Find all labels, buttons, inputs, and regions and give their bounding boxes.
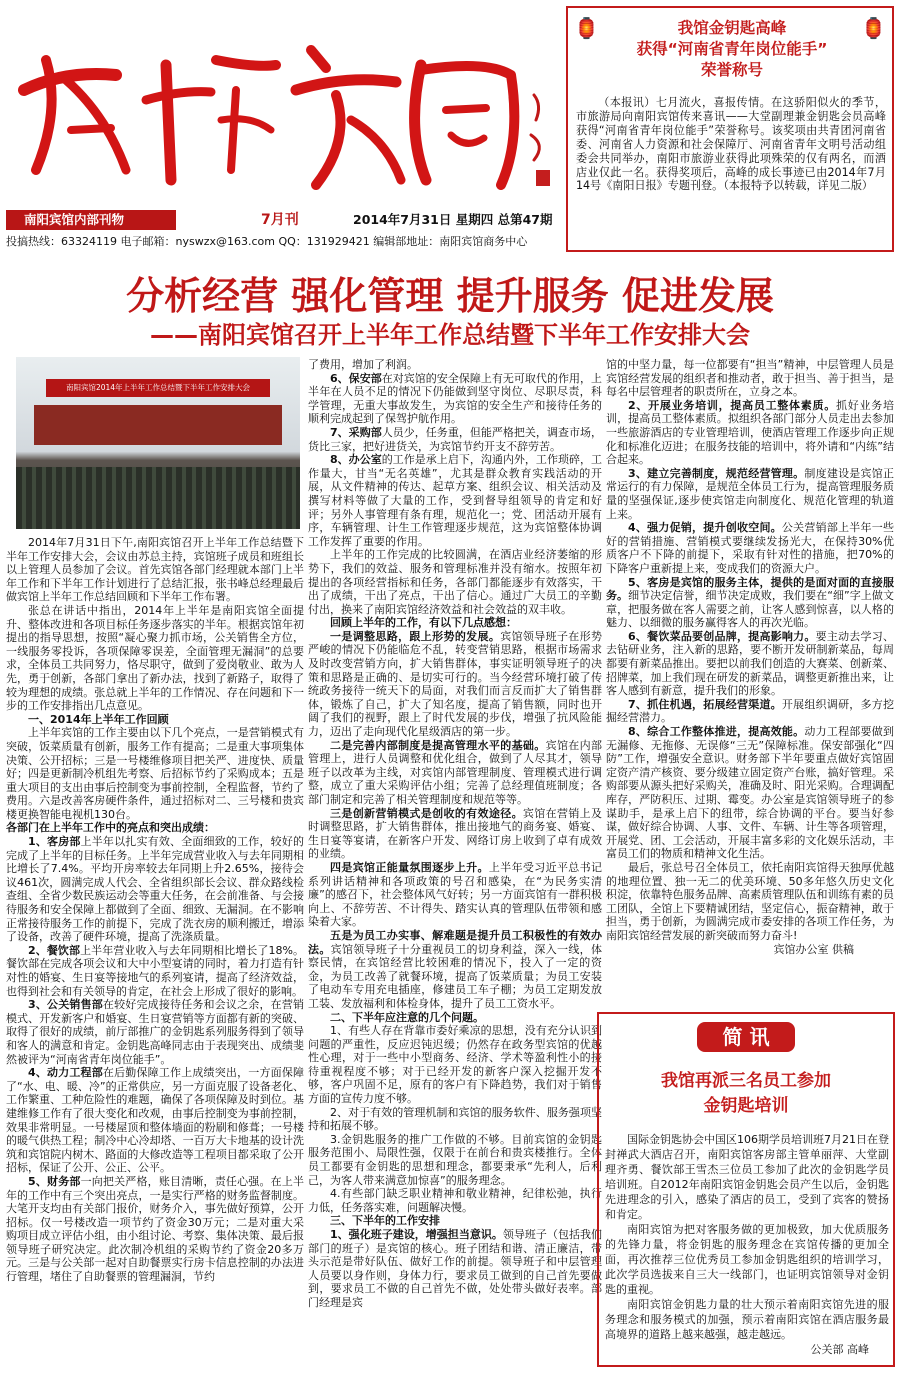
item-paragraph: 3、建立完善制度，规范经营管理。制度建设是宾馆正常运行的有力保障，是规范全体员工行为，提高管理服务质量的坚强保证,逐步使宾馆走向制度化、规范化管理的轨道上来。	[606, 466, 895, 521]
top-news-body: （本报讯）七月流火，喜报传情。在这骄阳似火的季节，市旅游局向南阳宾馆传来喜讯——大堂副理兼金钥匙会员高峰获得“河南省青年岗位能手”荣誉称号。该奖项由共青团河南省委、河南省人力资源和社会保障厅、河南省青年文明号活动组委会共同举办，南阳市旅游业获得此项殊荣的仅有两名，而酒店业仅此一名。获得奖项后，高峰的成长事迹已由2014年7月14号《南阳日报》专题刊登。（本报特予以转载，详见二版）	[576, 96, 886, 193]
para: 2014年7月31日下午,南阳宾馆召开上半年工作总结暨下半年工作安排大会，会议由苏总主持，宾馆班子成员和班组长以上管理人员参加了会议。首先宾馆各部门经理就本部门上半年工作和下半年工作计划进行了总结汇报，张书峰总经理最后做宾馆上半年工作总结回顾和下半年工作布署。	[6, 536, 304, 604]
main-subheadline: ——南阳宾馆召开上半年工作总结暨下半年工作安排大会	[150, 321, 750, 349]
tagline: 南阳宾馆内部刊物	[6, 210, 176, 230]
photo-banner: 南阳宾馆2014年上半年工作总结暨下半年工作安排大会	[46, 379, 270, 397]
brief-body: 国际金钥匙协会中国区106期学员培训班7月21日在登封禅武大酒店召开，南阳宾馆客房部主管单丽萍、大堂副理齐勇、餐饮部王雪杰三位员工参加了此次的金钥匙学员培训班。自2012年南阳宾馆金钥匙会员产生以后，金钥匙先进理念的引入，感染了酒店的员工，受到了宾客的赞扬和肯定。 南阳宾馆为把对客服务做的更加极致，加大优质服务的先锋力量，将金钥匙的服务理念在宾馆传播的更加全面，再次推荐三位优秀员工参加金钥匙组织的培训学习，此次学员选拔来自三大一线部门，也证明宾馆领导对金钥匙的重视。 南阳宾馆金钥匙力量的壮大预示着南阳宾馆先进的服务理念和服务模式的加强，预示着南阳宾馆在酒店服务最高境界的道路上越来越强，越走越远。 公关部 高峰	[605, 1133, 889, 1356]
item-paragraph: 7、采购部人员少，任务重，但能严格把关，调查市场，货比三家，把好进货关，为宾馆节约开支不辞劳苦。	[308, 425, 603, 453]
para: 3.金钥匙服务的推广工作做的不够。目前宾馆的金钥匙服务范围小、局限性强，仅限于在前台和贵宾楼推行。全体员工都要有金钥匙的思想和理念，都要秉承“先利人，后利己，为客人带来满意加惊喜”的服务理念。	[308, 1132, 602, 1187]
section-heading: 各部门在上半年工作中的亮点和突出成绩：	[6, 821, 215, 835]
para: 4.有些部门缺乏职业精神和敬业精神，纪律松弛，执行力低，任务落实难，问题解决慢。	[308, 1187, 602, 1214]
item-paragraph: 1、客房部上半年以扎实有效、全面细致的工作，较好的完成了上半年的目标任务。上半年完成营业收入与去年同期相比增长了7.4%。平均开房率较去年同期上升2.65%，接待会议461次，圆满完成人代会、全省组织部长会议、群众路线检查组、全省少数民族运动会等重大任务，在会前准备、与会接待服务和安全保障上都做到了全面、细致、无漏洞。在不影响正常接待服务工作的前提下，完成了洗衣房的顺利搬迁，增添了设备，改善了硬件环境，提高了洗涤质量。	[6, 835, 304, 944]
item-paragraph: 一是调整思路，跟上形势的发展。宾馆领导班子在形势严峻的情况下仍能临危不乱，转变营销思路，根据市场需求及时改变营销方向，扩大销售群体，事实证明领导班子的决策和思路是正确的、是切实可行的。当今经营环境打破了传统政务接待一统天下的局面，对我们而言反而扩大了销售群体，锻炼了自己，扩大了知名度，提高了销售额，同时也开阔了我们的视野，跟上了时代发展的步伐，增强了抗风险能力，迈出了走向现代化星级酒店的第一步。	[308, 629, 603, 739]
brief-box	[597, 1012, 895, 1367]
item-paragraph: 5、客房是宾馆的服务主体，提供的是面对面的直接服务。细节决定信誉，细节决定成败，我们要在“细”字上做文章，把服务做在客人需要之前，让客人感到惊喜，以人格的魅力、以细微的服务赢得客人的再次光临。	[606, 575, 894, 630]
item-paragraph: 6、餐饮菜品要创品牌，提高影响力。要主动去学习、去钻研业务，注入新的思路，要不断开发研制新菜品，每周都要有新菜品推出。要把以前我们创造的大赛菜、创新菜、招牌菜，加上我们现在研发的新菜品，调整更新推出来，让客人感到有新意，提升我们的形象。	[606, 629, 895, 698]
brief-signoff: 公关部 高峰	[810, 1343, 869, 1356]
brief-headline: 我馆再派三名员工参加 金钥匙培训	[661, 1071, 831, 1116]
section-heading: 回顾上半年的工作，有以下几点感想：	[330, 616, 517, 630]
para: 上半年的工作完成的比较圆满，在酒店业经济萎缩的形势下，我们的效益、服务和管理标准并没有缩水。按照年初提出的各项经营指标和任务，各部门都能逐步有效落实，干出了成绩，干出了亮点，干出了信心。通过广大员工的辛勤付出，换来了南阳宾馆经济效益和社会效益的双丰收。	[308, 548, 602, 616]
item-paragraph: 4、强力促销，提升创收空间。公关营销部上半年一些好的营销措施、营销模式要继续发扬光大，在保持30%优质客户不下降的前提下，采取有针对性的措施，把70%的下降客户重新提上来，变成我们的资源大户。	[606, 521, 894, 575]
para: 馆的中坚力量，每一位都要有“担当”精神，中层管理人员是宾馆经营发展的组织者和推动者，敢于担当、善于担当，是每名中层管理者的职责所在，立身之本。	[606, 358, 894, 399]
section-heading: 二、下半年应注意的几个问题。	[330, 1010, 484, 1024]
item-paragraph: 4、动力工程部在后勤保障工作上成绩突出，一方面保障了“水、电、暖、冷”的正常供应，另一方面克服了设备老化、工作繁重、工种危险性的难题，确保了各项保障及时到位。基建维修工作有了很大变化和改观，由事后控制变为事前控制，效果非常明显。一号楼屋顶和整体墙面的粉刷和修葺；一号楼的暖气供热工程；制冷中心冷却塔、一百万大卡地基的设计洗筑和宾馆院内树木、路面的大修改造等工程项目都采取了公开招标，保证了公开、公正、公平。	[6, 1066, 304, 1175]
issue-label: 7月刊	[261, 212, 299, 228]
para: 张总在讲话中指出，2014年上半年是南阳宾馆全面提升、整体改进和各项目标任务逐步落实的半年。根据宾馆年初提出的指导思想，按照“凝心聚力抓市场，公关销售全方位，一线服务零投诉，各项保障零误差，全面管理无漏洞”的总要求，全体员工共同努力，恪尽职守，做到了爱岗敬业、敢为人先，勇于创新，各部门拿出了新办法，找到了新路子，取得了较为理想的成绩。张总就上半年的工作情况、存在问题和下一步的工作安排指出几点意见。	[6, 603, 304, 713]
masthead-logo	[6, 20, 552, 190]
item-paragraph: 7、抓住机遇，拓展经营渠道。开展组织调研，多方挖掘经营潜力。	[606, 697, 894, 725]
section-heading: 一、2014年上半年工作回顾	[28, 712, 169, 726]
masthead-bar	[6, 210, 563, 230]
photo-audience	[16, 467, 300, 529]
item-paragraph: 2、开展业务培训，提高员工整体素质。抓好业务培训，提高员工整体素质。拟组织各部门部分人员走出去参加一些旅游酒店的专业管理培训，使酒店管理工作逐步向正规化和标准化迈进；在服务技能的培训中，将外请和“内练”结合起来。	[606, 398, 895, 467]
item-paragraph: 五是为员工办实事、解难题是提升员工积极性的有效办法。宾馆领导班子十分重视员工的切身利益，深入一线，体察民情，在宾馆经营比较困难的情况下，投入了一定的资金，为员工改善了就餐环境，提高了饭菜质量；为员工安装了电动车专用充电插座，修建员工车子棚；为员工定期发放工装、发放福利和体检身体，提升了员工工资水平。	[308, 928, 602, 1010]
item-paragraph: 四是宾馆正能量氛围逐步上升。上半年受习近平总书记系列讲话精神和各项政策的号召和感染，在“为民务实清廉”的感召下，社会整体风气好转；另一方面宾馆有一群积极向上、不辞劳苦、不计得失、踏实认真的管理队伍带领和感染着大家。	[308, 860, 603, 929]
item-paragraph: 1、强化班子建设，增强担当意识。领导班子（包括我们部门的班子）是宾馆的核心。班子团结和谐、清正廉洁，带头示范是带好队伍、做好工作的前提。领导班子和中层管理人员要以身作则，身体力行，要求员工做到的自己首先要做到，要求员工不做的自己首先不做，处处带头做好表率。部门经理是宾	[308, 1228, 603, 1309]
top-news-box	[566, 6, 894, 252]
photo-stage	[34, 405, 282, 445]
lantern-icon-right: 🏮	[861, 16, 886, 40]
contact-line: 投搞热线：63324119 电子邮箱：nyswzx@163.com QQ：131929421 编辑部地址：南阳宾馆商务中心	[6, 235, 528, 248]
item-paragraph: 二是完善内部制度是提高管理水平的基础。宾馆在内部管理上，进行人员调整和优化组合，做到了人尽其才，领导班子以改革为主线，对宾馆内部管理制度、管理模式进行调整，成立了重大采购评估小组；完善了总经理值班制度；各部门制定和完善了相关管理制度和规范等等。	[308, 738, 603, 806]
meeting-photo	[16, 357, 300, 529]
item-paragraph: 5、财务部一向把关严格，账目清晰，责任心强。在上半年的工作中有三个突出亮点，一是实行严格的财务监督制度。大笔开支均由有关部门报价，财务介入，事先做好预算，公开招标。仅一号楼改造一项节约了资金30万元；二是对重大采购项目成立评估小组，由小组讨论、考察、集体决策、最后报领导班子研究决定。此次制冷机组的采购节约了资金20多万元。三是与公关部一起对自助餐票实行房卡信息控制的办法进行管理，堵住了自助餐票的管理漏洞，节约	[6, 1174, 304, 1284]
section-heading: 三、下半年的工作安排	[330, 1214, 440, 1228]
column-2	[308, 358, 602, 1310]
main-headline: 分析经营 强化管理 提升服务 促进发展	[126, 274, 774, 318]
signoff: 宾馆办公室 供稿	[773, 942, 854, 956]
date-line: 2014年7月31日 星期四 总第47期	[353, 212, 553, 227]
item-paragraph: 3、公关销售部在较好完成接待任务和会议之余，在营销模式、开发新客户和婚宴、生日宴营销等方面都有新的突破、取得了很好的成绩，前厅部推广的金钥匙系列服务得到了领导和客人的满意和肯定。金钥匙高峰同志由于表现突出、成绩斐然被评为“河南省青年岗位能手”。	[6, 998, 304, 1066]
brief-label: 简 讯	[697, 1022, 795, 1052]
para: 1、有些人存在背靠市委好乘凉的思想，没有充分认识到问题的严重性，反应迟钝迟缓；仍然存在政务型宾馆的优越性心理，对于一些中小型商务、经济、学术等盈利性小的接待重视程度不够；对于已经开发的新客户深入挖掘开发不够，客户巩固不足，原有的客户有下降趋势，我们对于销售方面的宣传力度不够。	[308, 1024, 602, 1106]
column-3	[606, 358, 894, 956]
para: 最后，张总号召全体员工，依托南阳宾馆得天独厚优越的地理位置、独一无二的优美环境、50多年悠久历史文化积淀，依靠特色服务品牌、高素质管理队伍和训练有素的员工团队，全馆上下要精诚团结，坚定信心，振奋精神，敢于担当，勇于创新，为圆满完成市委安排的各项工作任务，为南阳宾馆经营发展的新突破而努力奋斗!	[606, 860, 894, 942]
item-paragraph: 8、综合工作整体推进，提高效能。动力工程部要做到无漏修、无拖修、无误修“三无”保障标准。保安部强化“四防”工作，增强安全意识。财务部下半年要重点做好宾馆固定资产清产核资、要分级建立固定资产台账，搞好管理。采购部要从源头把好采购关，准确及时、阳光采购。合理调配库存，严防积压、过期、霉变。办公室是宾馆领导班子的参谋助手，是承上启下的纽带，综合协调的平台。要当好参谋，做好综合协调、人事、文件、车辆、计生等各项管理，开展党、团、工会活动，开展丰富多彩的文化娱乐活动，丰富员工们的物质和精神文化生活。	[606, 725, 895, 861]
column-1	[6, 536, 304, 1284]
lantern-icon-left: 🏮	[574, 16, 599, 40]
item-paragraph: 2、餐饮部上半年营业收入与去年同期相比增长了18%。餐饮部在完成各项会议和大中小型宴请的同时，着力打造有针对性的婚宴、生日宴等接地气的系列宴请，提高了经济效益，也得到社会和有关领导的肯定，在社会上形成了很好的影响。	[6, 943, 305, 998]
item-paragraph: 6、保安部在对宾馆的安全保障上有无可取代的作用，上半年在人员不足的情况下仍能做到坚守岗位、尽职尽责，科学管理，无重大事故发生，为宾馆的安全生产和接待任务的顺利完成起到了保驾护航作用。	[308, 371, 603, 426]
para: 上半年宾馆的工作主要由以下几个亮点，一是营销模式有突破，饭菜质量有创新，服务工作有提高；二是重大事项集体决策、公开招标；三是一号楼维修项目把关严、进度快、质量好；四是更新制冷机组先考察、后招标节约了采购成本；五是重大项目的支出由事后控制变为事前控制，全程监督，节约了费用。六是改善客房硬件条件，通过招标对二、三号楼和贵宾楼更换智能电视机130台。	[6, 726, 304, 821]
top-news-headline: 我馆金钥匙高峰 获得“河南省青年岗位能手” 荣誉称号	[636, 19, 828, 79]
item-paragraph: 8、办公室的工作是承上启下，沟通内外，工作琐碎，工作量大，甘当“无名英雄”，尤其是群众教育实践活动的开展，从文件精神的传达、起草方案、组织会议、相关活动及撰写材料等做了大量的工作，受到督导组领导的肯定和好评；另外人事管理有条有理，规范化一；党、团活动开展有序，车辆管理、计生工作管理逐步规范，这为宾馆整体协调工作发挥了重要的作用。	[308, 453, 603, 548]
item-paragraph: 三是创新营销模式是创收的有效途径。宾馆在营销上及时调整思路，扩大销售群体，推出接地气的商务宴、婚宴、生日宴等宴请，在新客户开发、网络订房上收到了卓有成效的业绩。	[308, 806, 603, 861]
para: 了费用，增加了利润。	[308, 358, 418, 371]
para: 2、对于有效的管理机制和宾馆的服务软件、服务强项坚持和拓展不够。	[308, 1105, 602, 1133]
